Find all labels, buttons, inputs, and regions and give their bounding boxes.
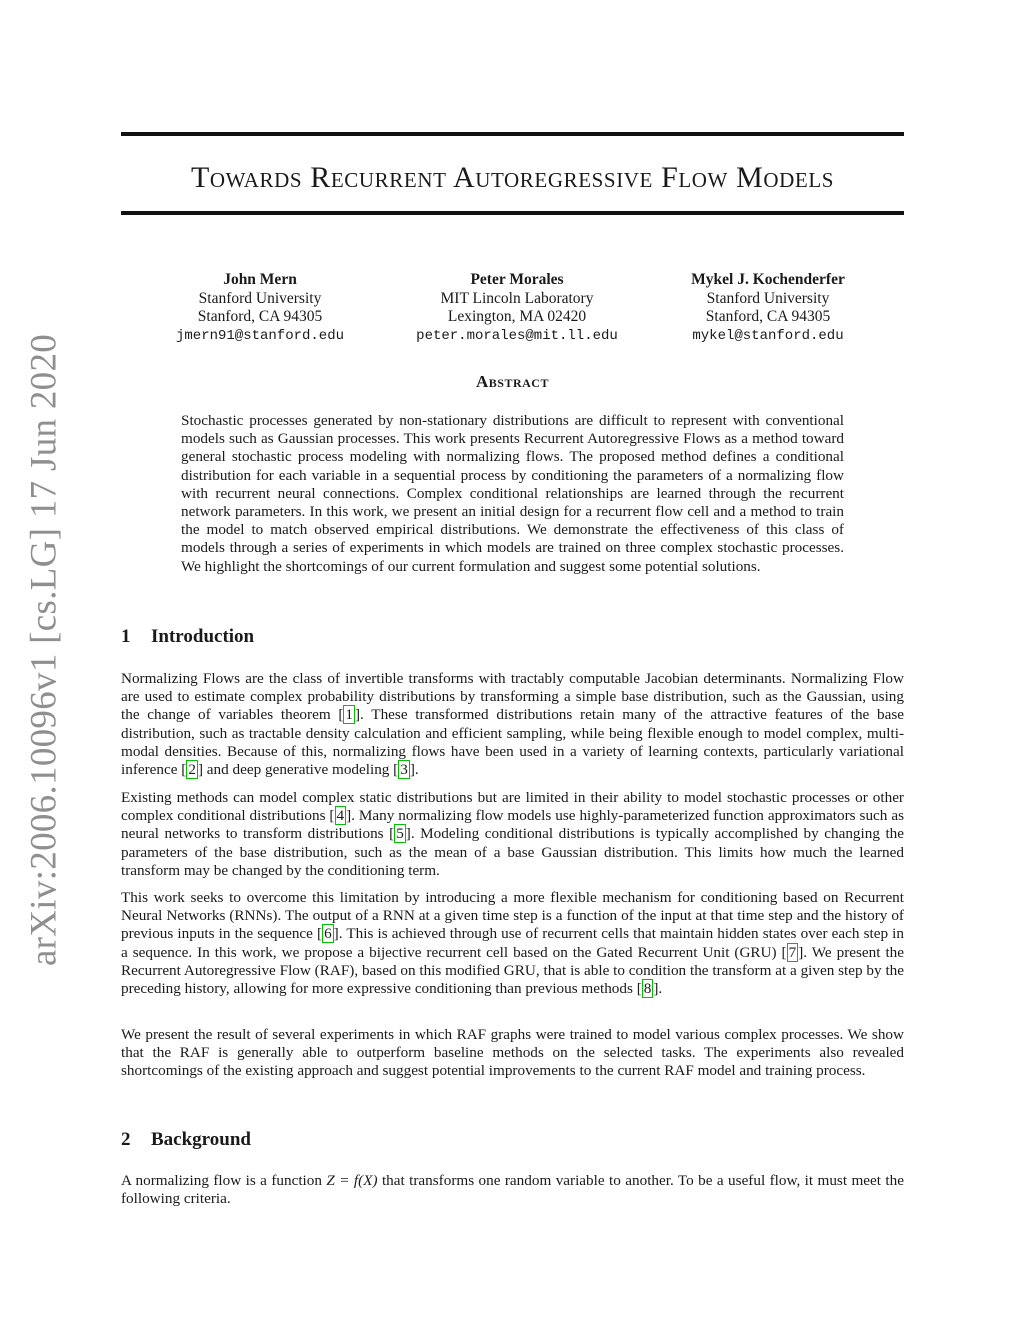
author-email: peter.morales@mit.ll.edu [416, 327, 618, 344]
citation-link[interactable]: 3 [400, 761, 408, 779]
section-heading-introduction [121, 626, 254, 648]
citation-link[interactable]: 1 [345, 706, 353, 724]
author-email: mykel@stanford.edu [692, 327, 844, 344]
author-address: Stanford, CA 94305 [197, 308, 323, 325]
text-run: A normalizing flow is a function [121, 1172, 327, 1189]
text-run: ]. This is achieved through use of recurrent cells that maintain hidden states over each step in a sequence. In this work, we propose a bijective recurrent cell based on the Gated Recurrent Unit (GRU) [ [121, 925, 904, 961]
author-3 [638, 271, 898, 345]
author-2 [387, 271, 647, 345]
author-1 [130, 271, 390, 345]
citation-link[interactable]: 7 [788, 943, 797, 961]
arxiv-id-text: arXiv:2006.10096v1 [cs.LG] 17 Jun 2020 [23, 333, 65, 967]
text-run: ]. These transformed distributions retain many of the attractive features of the base distribution, such as tractable density calculation and efficient sampling, while being flexible enough to model complex, multi-modal densities. Because of this, normalizing flows have been used in a variety of learning contexts, particularly variational inference [ [121, 706, 904, 779]
text-run: ] and deep generative modeling [ [197, 761, 399, 779]
title-bottom-rule [121, 211, 904, 215]
citation-link[interactable]: 4 [336, 807, 345, 825]
section-heading-background [121, 1129, 251, 1151]
paper-title: Towards Recurrent Autoregressive Flow Models [190, 161, 835, 194]
title-top-rule [121, 132, 904, 136]
intro-paragraph-1 [121, 670, 904, 779]
intro-paragraph-3 [121, 889, 904, 998]
text-run: Normalizing Flows are the class of invertible transforms with tractably computable Jacobian determinants. Normalizing Flow are used to estimate complex probability distributions by transforming a simple base distribution, such as the Gaussian, using the change of variables theorem [ [121, 670, 904, 724]
author-affiliation: MIT Lincoln Laboratory [440, 289, 594, 307]
citation-link[interactable]: 6 [324, 925, 332, 943]
author-name: Peter Morales [470, 271, 564, 288]
text-run: ]. [409, 761, 419, 779]
author-affiliation: Stanford University [198, 289, 322, 307]
text-run: ]. Many normalizing flow models use highly-parameterized function approximators such as neural networks to transform distributions [ [121, 807, 904, 843]
text-run: ]. Modeling conditional distributions is typically accomplished by changing the parameters of the base distribution, such as the mean of a base Gaussian distribution. This limits how much the learned transform may be changed by the conditioning term. [121, 825, 905, 879]
citation-link[interactable]: 8 [643, 980, 652, 998]
section-number: 1 [121, 626, 131, 647]
abstract-heading: Abstract [476, 372, 549, 391]
text-run: that transforms one random variable to another. To be a useful flow, it must meet the following criteria. [121, 1172, 904, 1208]
citation-link[interactable]: 2 [188, 761, 196, 779]
section-title: Introduction [151, 626, 255, 647]
text-run: This work seeks to overcome this limitation by introducing a more flexible mechanism for conditioning based on Recurrent Neural Networks (RNNs). The output of a RNN at a given time step is a function of the input at that time step and the history of previous inputs in the sequence [ [121, 889, 904, 943]
author-name: John Mern [223, 271, 297, 288]
text-run: ]. [653, 980, 663, 998]
intro-paragraph-4: We present the result of several experiments in which RAF graphs were trained to model various complex processes. We show that the RAF is generally able to outperform baseline methods on the selected tasks. The experiments also revealed shortcomings of the existing approach and suggest potential improvements to the current RAF model and training process. [121, 1026, 904, 1080]
author-affiliation: Stanford University [706, 289, 830, 307]
text-run: Existing methods can model complex static distributions but are limited in their ability to model stochastic processes or other complex conditional distributions [ [121, 789, 904, 825]
citation-link[interactable]: 5 [396, 825, 404, 843]
section-number: 2 [121, 1129, 131, 1150]
author-address: Stanford, CA 94305 [705, 308, 831, 325]
author-name: Mykel J. Kochenderfer [691, 271, 845, 288]
intro-paragraph-2 [121, 789, 904, 880]
text-run: ]. We present the Recurrent Autoregressive Flow (RAF), based on this modified GRU, that is able to condition the transform at a given step by the preceding history, allowing for more expressive conditioning than previous methods [ [121, 943, 904, 998]
author-email: jmern91@stanford.edu [175, 327, 345, 344]
background-paragraph-1 [121, 1172, 904, 1208]
author-address: Lexington, MA 02420 [447, 308, 587, 325]
math-expression: Z = f(X) [326, 1172, 378, 1189]
abstract-text: Stochastic processes generated by non-stationary distributions are difficult to represent with conventional models such as Gaussian processes. This work presents Recurrent Autoregressive Flows as a method toward general stochastic process modeling with normalizing flows. The proposed method defines a conditional distribution for each variable in a sequential process by conditioning the parameters of a normalizing flow with recurrent neural connections. Complex conditional relationships are learned through the recurrent network parameters. In this work, we present an initial design for a recurrent flow cell and a method to train the model to match observed empirical distributions. We demonstrate the effectiveness of this class of models through a series of experiments in which models are trained on three complex stochastic processes. We highlight the shortcomings of our current formulation and suggest some potential solutions. [181, 412, 844, 575]
section-title: Background [151, 1129, 251, 1150]
